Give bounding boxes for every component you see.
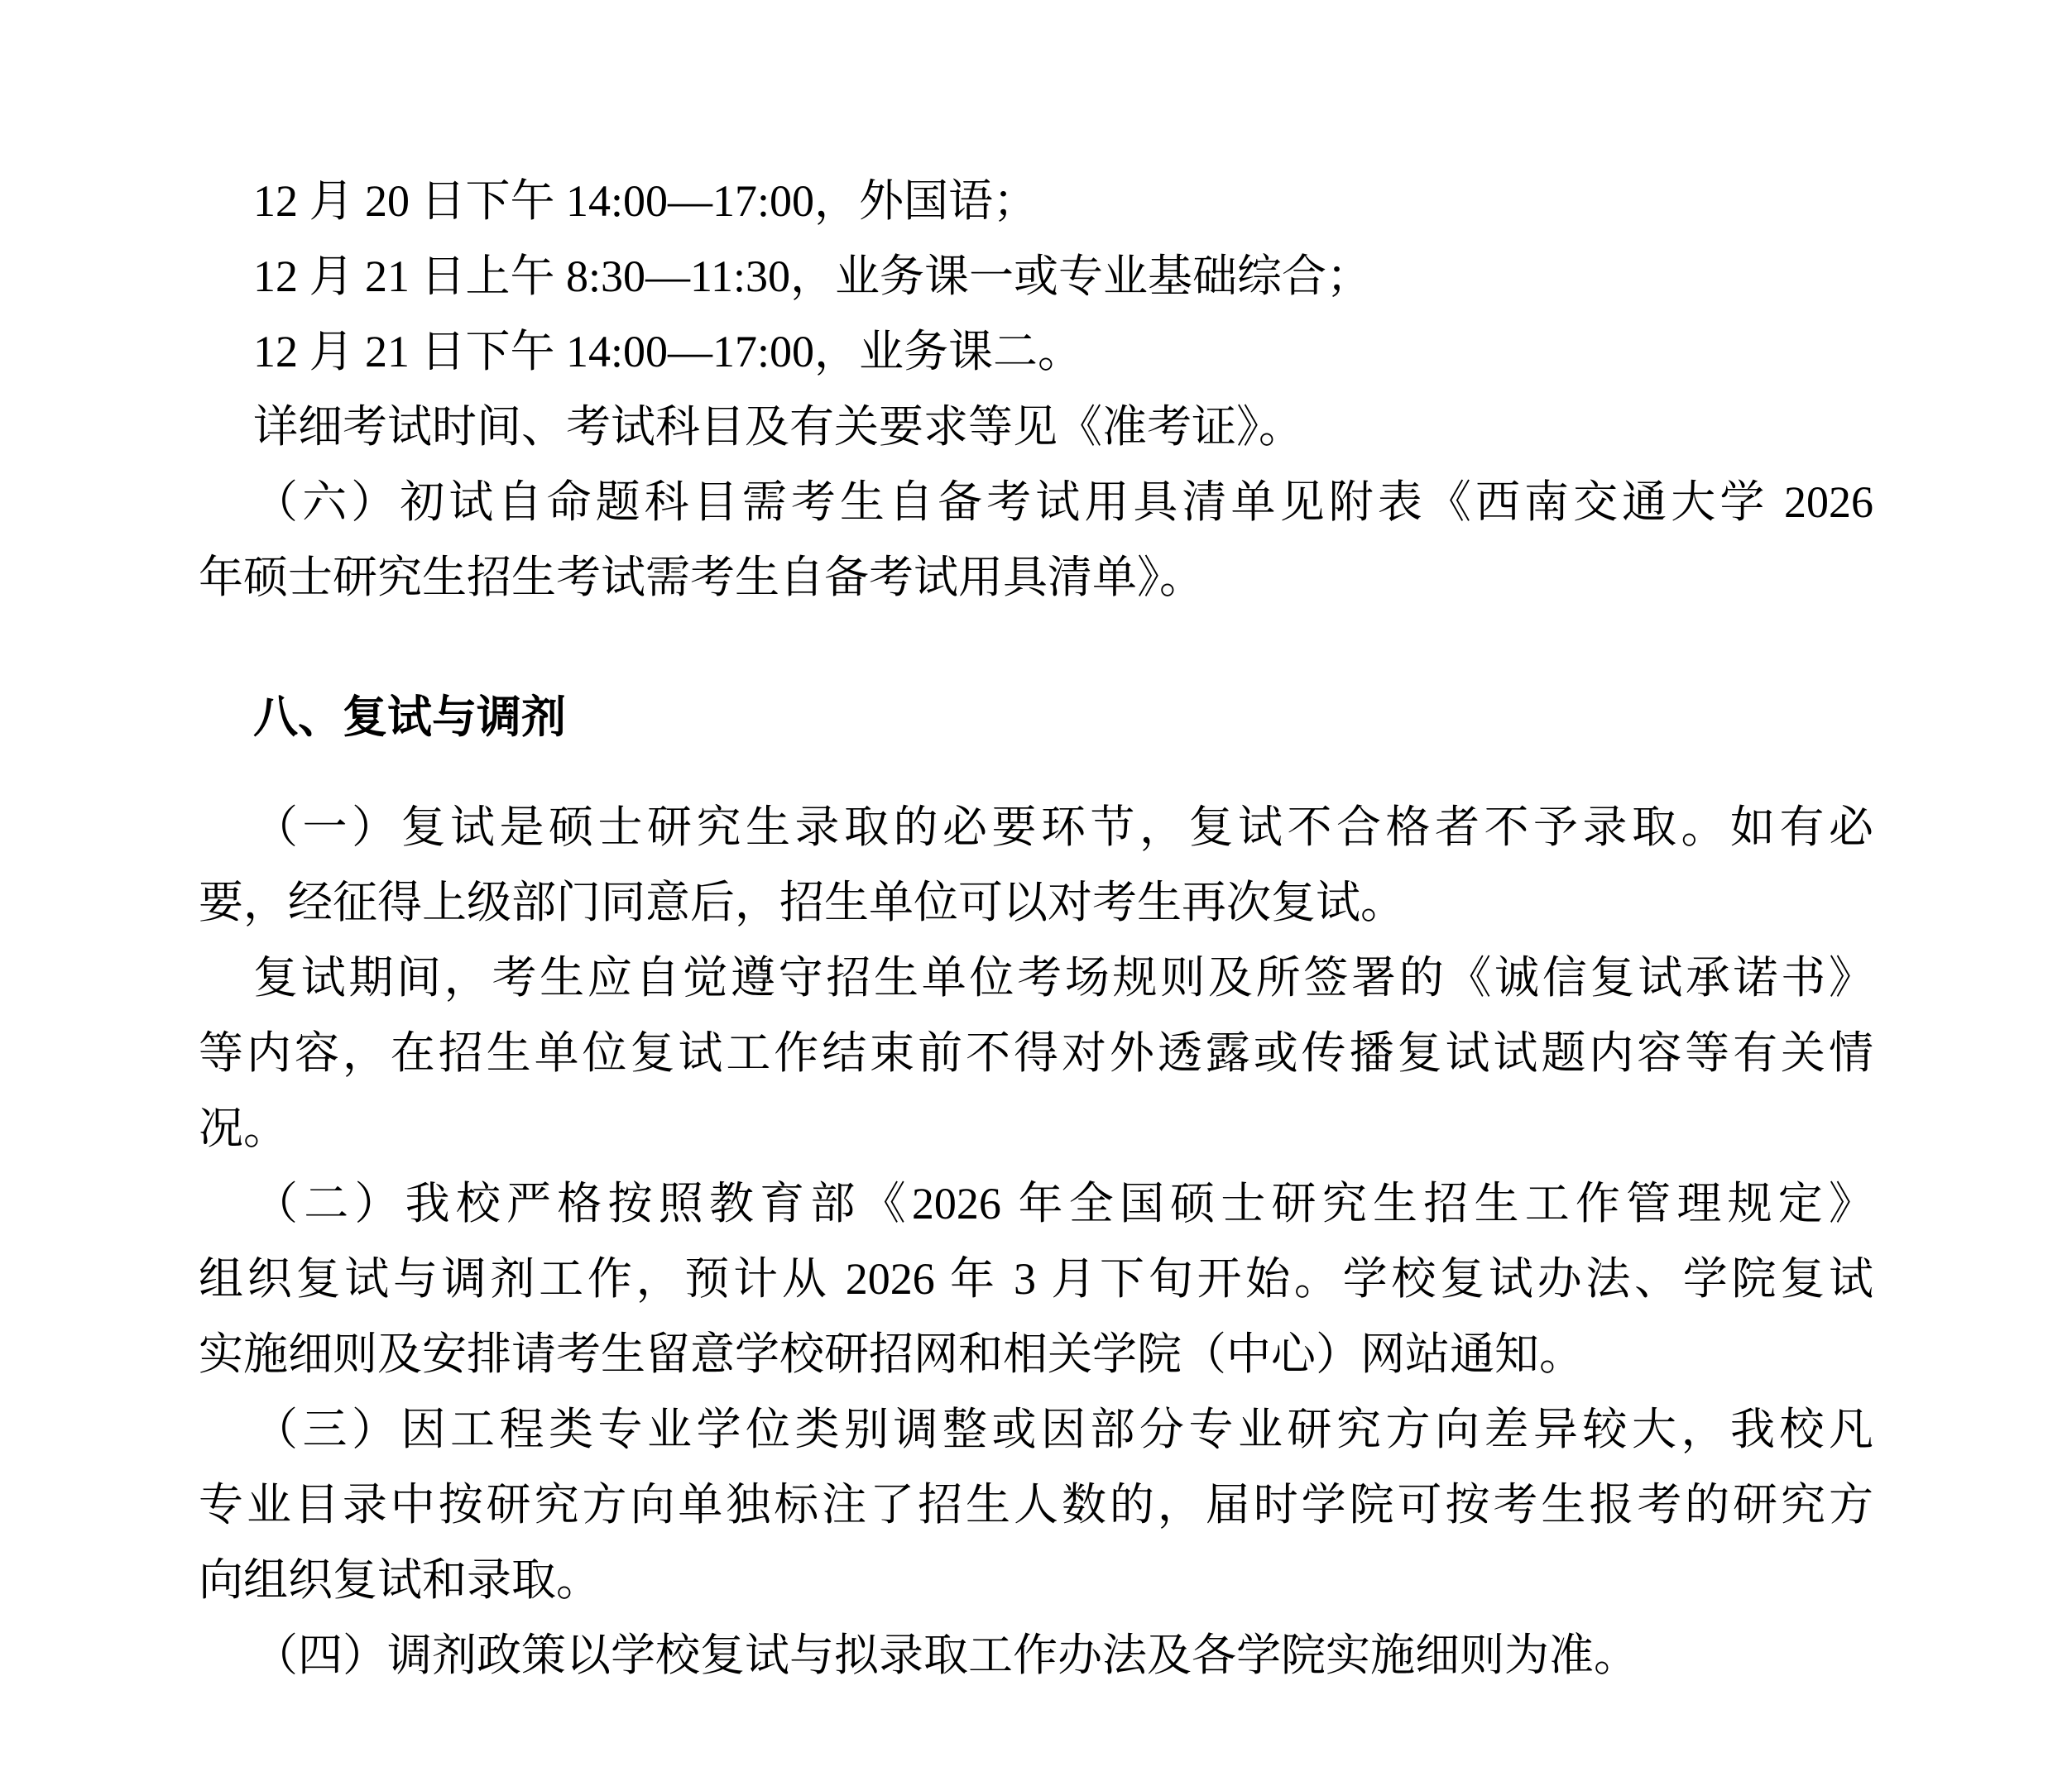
paragraph: [199, 1166, 1873, 1392]
paragraph: [199, 239, 1873, 314]
text-line: 12 月 20 日下午 14:00—17:00，外国语；: [253, 176, 1038, 226]
text-line: （二）我校严格按照教育部《2026 年全国硕士研究生招生工作管理规定》: [253, 1179, 1873, 1228]
document-content: [199, 164, 1873, 1693]
paragraph: [199, 941, 1873, 1166]
paragraph: [199, 390, 1873, 465]
text-line: （四）调剂政策以学校复试与拟录取工作办法及各学院实施细则为准。: [253, 1631, 1638, 1680]
text-line: 年硕士研究生招生考试需考生自备考试用具清单》。: [199, 553, 1204, 602]
text-line: 专业目录中按研究方向单独标注了招生人数的，届时学院可按考生报考的研究方: [199, 1480, 1873, 1530]
text-line: 要，经征得上级部门同意后，招生单位可以对考生再次复试。: [199, 878, 1405, 927]
paragraph: [199, 1618, 1873, 1693]
text-line: 复试期间，考生应自觉遵守招生单位考场规则及所签署的《诚信复试承诺书》: [253, 953, 1873, 1003]
paragraph: [199, 1392, 1873, 1618]
text-line: （三）因工程类专业学位类别调整或因部分专业研究方向差异较大，我校凡: [253, 1405, 1873, 1454]
text-line: 实施细则及安排请考生留意学校研招网和相关学院（中心）网站通知。: [199, 1329, 1584, 1379]
text-line: （一）复试是硕士研究生录取的必要环节，复试不合格者不予录取。如有必: [253, 802, 1873, 852]
paragraph: [199, 465, 1873, 615]
text-line: 详细考试时间、考试科目及有关要求等见《准考证》。: [253, 402, 1303, 452]
text-line: 12 月 21 日下午 14:00—17:00，业务课二。: [253, 327, 1083, 376]
text-line: 等内容，在招生单位复试工作结束前不得对外透露或传播复试试题内容等有关情: [199, 1028, 1873, 1078]
text-line: 向组织复试和录取。: [199, 1555, 601, 1605]
text-line: （六）初试自命题科目需考生自备考试用具清单见附表《西南交通大学 2026: [253, 477, 1873, 527]
paragraph: [199, 790, 1873, 941]
text-line: 12 月 21 日上午 8:30—11:30，业务课一或专业基础综合；: [253, 251, 1372, 301]
text-line: 况。: [199, 1104, 288, 1153]
paragraph: [199, 164, 1873, 239]
paragraph: [199, 314, 1873, 390]
section-heading: 八、复试与调剂: [253, 692, 566, 742]
text-line: 组织复试与调剂工作，预计从 2026 年 3 月下旬开始。学校复试办法、学院复试: [199, 1254, 1873, 1304]
